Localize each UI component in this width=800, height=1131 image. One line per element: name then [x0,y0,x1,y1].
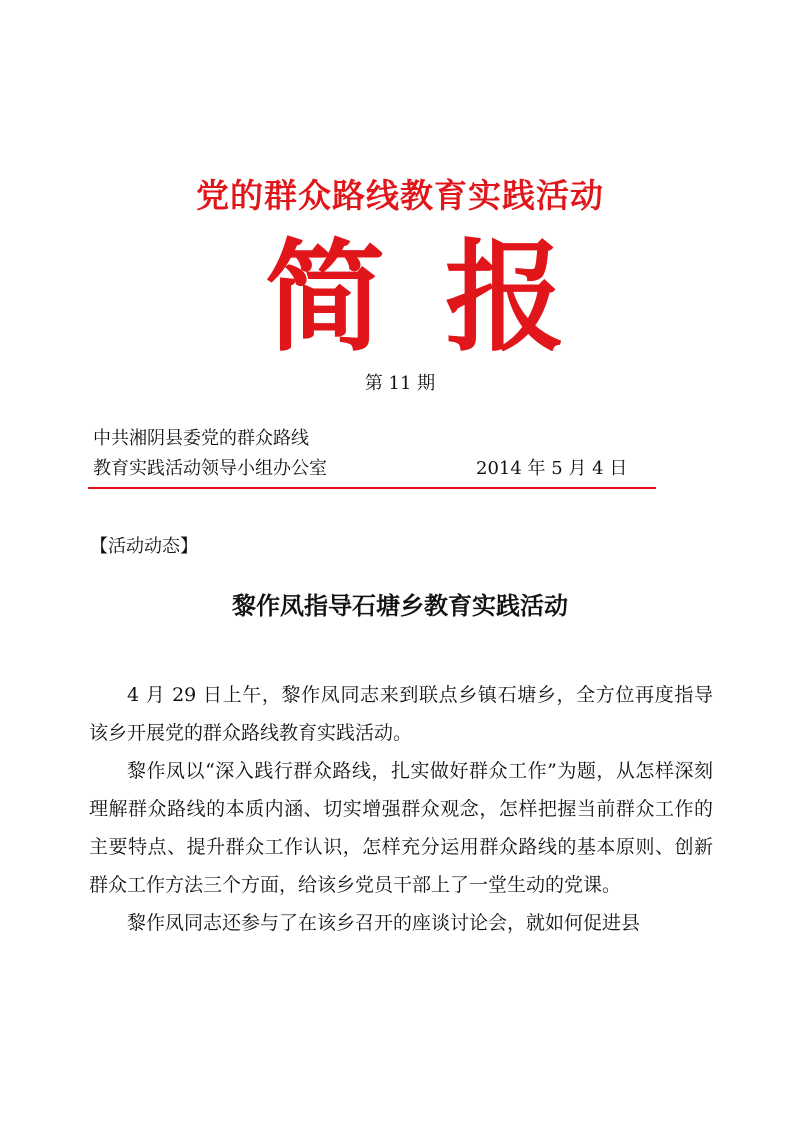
masthead-character-jian: 简 [265,227,385,368]
issuing-office-line-2: 教育实践活动领导小组办公室 [93,458,327,479]
issue-date: 2014 年 5 月 4 日 [476,458,628,479]
section-tag: 【活动动态】 [90,536,198,557]
paragraph-3: 黎作凤同志还参与了在该乡召开的座谈讨论会，就如何促进县 [127,912,641,934]
issue-number: 第 11 期 [364,373,436,394]
article-body [89,676,713,942]
issuing-office-line-1: 中共湘阴县委党的群众路线 [93,428,309,449]
red-divider [88,487,656,489]
masthead-title: 党的群众路线教育实践活动 [196,176,604,215]
paragraph-1: 4 月 29 日上午，黎作凤同志来到联点乡镇石塘乡，全方位再度指导该乡开展党的群众路线教育实践活动。 [89,684,713,744]
masthead-character-bao: 报 [445,227,565,368]
paragraph-2: 黎作凤以“深入践行群众路线，扎实做好群众工作”为题，从怎样深刻理解群众路线的本质内涵、切实增强群众观念，怎样把握当前群众工作的主要特点、提升群众工作认识，怎样充分运用群众路线的基本原则、创新群众工作方法三个方面，给该乡党员干部上了一堂生动的党课。 [89,760,713,896]
article-headline: 黎作凤指导石塘乡教育实践活动 [232,591,568,620]
